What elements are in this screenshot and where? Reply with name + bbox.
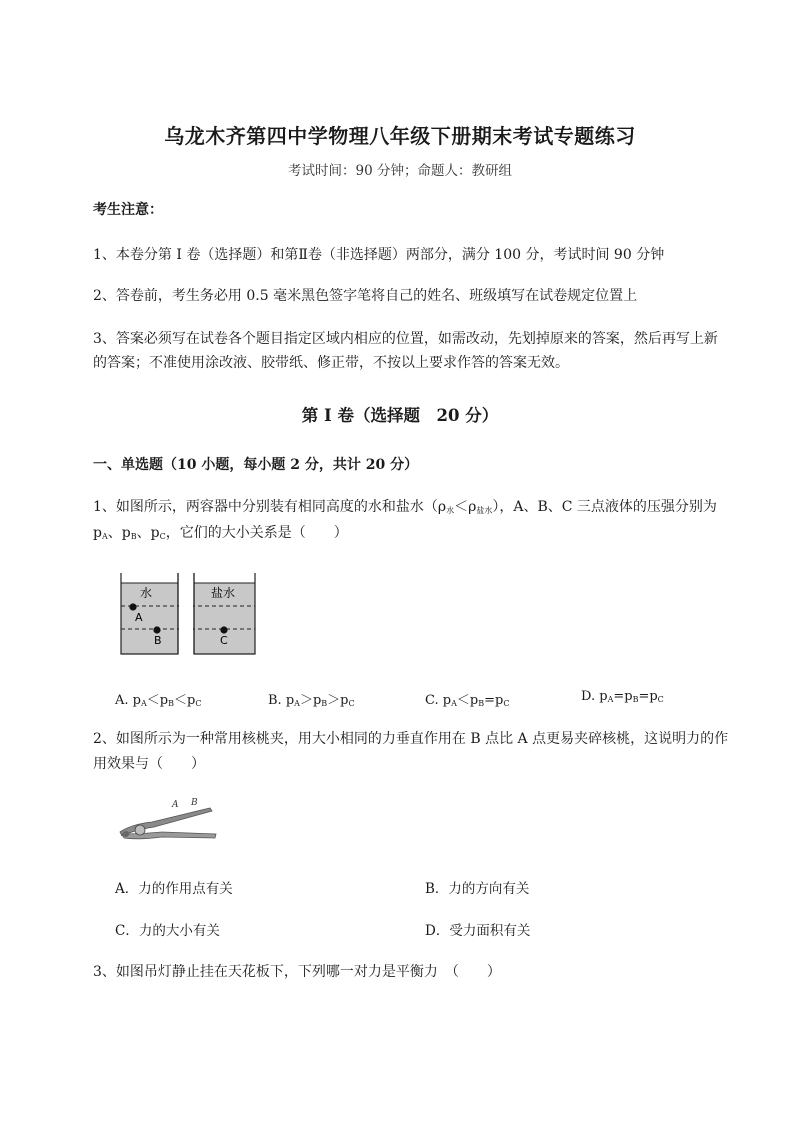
label-a: A <box>172 800 179 810</box>
q1-less-than: ＜ρ <box>454 499 477 515</box>
q1-stem-line2 <box>93 521 348 549</box>
pa: p <box>93 525 102 541</box>
opt-p: p <box>599 689 608 704</box>
opt-p: p <box>442 693 452 708</box>
q1-option-a[interactable] <box>115 689 201 708</box>
opt-rel: =p <box>613 689 633 704</box>
q1-stem-line1 <box>93 495 717 523</box>
opt-rel: =p <box>638 689 658 704</box>
opt-sub: C <box>195 699 202 708</box>
opt-sub: C <box>503 699 510 708</box>
q3-stem-line1: 3、如图吊灯静止挂在天花板下，下列哪一对力是平衡力 （ ） <box>93 964 501 980</box>
opt-sub: A <box>451 699 457 708</box>
opt-rel: ＜p <box>174 693 196 708</box>
q2-option-d[interactable]: D．受力面积有关 <box>425 923 531 939</box>
q2-option-c[interactable]: C．力的大小有关 <box>115 923 220 939</box>
opt-rel: =p <box>484 693 504 708</box>
q2-option-b[interactable]: B．力的方向有关 <box>425 881 530 897</box>
group-heading: 一、单选题（10 小题，每小题 2 分，共计 20 分） <box>93 457 419 473</box>
opt-rel: ＞p <box>327 693 349 708</box>
page-title: 乌龙木齐第四中学物理八年级下册期末考试专题练习 <box>164 124 636 148</box>
opt-rel: ＜p <box>456 693 479 708</box>
opt-sub: B <box>168 699 174 708</box>
label-b: B <box>191 798 198 808</box>
q2-option-a[interactable]: A．力的作用点有关 <box>115 881 233 897</box>
section-title: 第 I 卷（选择题 20 分） <box>301 406 499 425</box>
opt-rel: ＞p <box>299 693 322 708</box>
opt-sub: B <box>321 699 328 708</box>
notice-item-3: 3、答案必须写在试卷各个题目指定区域内相应的位置，如需改动，先划掉原来的答案，然后再写上新 <box>93 331 718 347</box>
opt-rel: ＜p <box>146 693 169 708</box>
opt-sub: C <box>348 699 355 708</box>
notice-heading: 考生注意： <box>93 202 163 218</box>
label-a: A <box>135 611 143 624</box>
opt-sub: A <box>294 699 300 708</box>
opt-sub: A <box>607 695 614 704</box>
opt-p: p <box>285 693 295 708</box>
pivot <box>123 831 129 837</box>
opt-sub: B <box>632 695 639 704</box>
label-c: C <box>220 634 228 647</box>
sub-b: B <box>130 532 137 541</box>
option-letter: D. <box>581 689 596 704</box>
label-salt: 盐水 <box>211 586 236 600</box>
option-letter: C. <box>425 693 439 708</box>
jaw-hinge <box>135 825 145 835</box>
pc: 、p <box>136 525 160 541</box>
option-letter: A. <box>115 693 129 708</box>
gap <box>179 581 193 655</box>
point-c <box>220 626 227 633</box>
q1-blank: ，它们的大小关系是（ ） <box>165 525 348 541</box>
q2-stem-line1: 2、如图所示为一种常用核桃夹，用大小相同的力垂直作用在 B 点比 A 点更易夹碎核桃，这说明力的作 <box>93 731 729 747</box>
opt-sub: C <box>657 695 664 704</box>
q1-option-c[interactable] <box>425 689 509 708</box>
q1-text: 1、如图所示，两容器中分别装有相同高度的水和盐水（ρ <box>93 499 447 515</box>
label-b: B <box>154 634 162 647</box>
rho-water-sub: 水 <box>446 506 455 515</box>
notice-item-1: 1、本卷分第 I 卷（选择题）和第Ⅱ卷（非选择题）两部分，满分 100 分，考试时间 90 分钟 <box>93 247 665 263</box>
option-letter: B. <box>268 693 282 708</box>
q2-stem-line2: 用效果与（ ） <box>93 756 205 772</box>
sub-c: C <box>159 532 166 541</box>
pb: 、p <box>107 525 131 541</box>
container-figure <box>118 571 258 657</box>
q1-text-tail: ），A、B、C 三点液体的压强分别为 <box>492 499 717 515</box>
opt-p: p <box>132 693 141 708</box>
notice-item-2: 2、答卷前，考生务必用 0.5 毫米黑色签字笔将自己的姓名、班级填写在试卷规定位置上 <box>93 288 638 304</box>
sub-a: A <box>101 532 108 541</box>
notice-item-3-cont: 的答案；不准使用涂改液、胶带纸、修正带，不按以上要求作答的答案无效。 <box>93 355 569 371</box>
opt-sub: A <box>141 699 147 708</box>
nutcracker-figure <box>112 794 222 846</box>
exam-meta: 考试时间：90 分钟；命题人：教研组 <box>288 163 512 179</box>
q1-option-d[interactable] <box>581 689 664 704</box>
q1-option-b[interactable] <box>268 689 355 708</box>
label-water: 水 <box>140 586 153 600</box>
opt-sub: B <box>478 699 485 708</box>
point-a <box>129 603 136 610</box>
rho-salt-sub: 盐水 <box>476 506 493 515</box>
point-b <box>153 626 160 633</box>
